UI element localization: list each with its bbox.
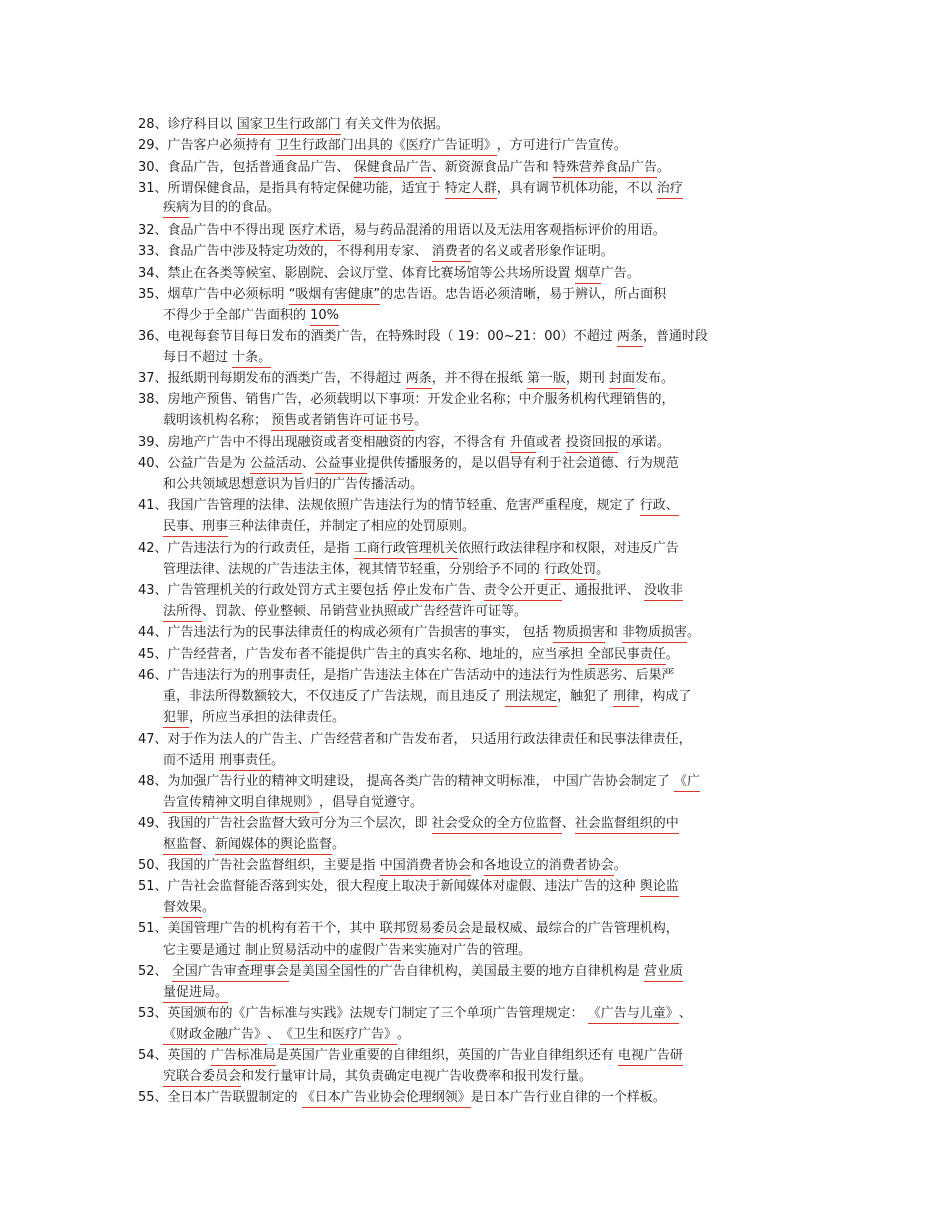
- question-text: 。: [665, 647, 679, 662]
- answer-blank: 告宣传精神文明自律规则》: [163, 795, 319, 813]
- question-text: 52、: [138, 964, 172, 979]
- answer-blank: 各地设立的消费者协会: [484, 858, 614, 876]
- text-line-l7: [138, 243, 614, 262]
- answer-blank: 10%: [310, 308, 339, 326]
- question-text: 和公共领域思想意识为旨归的广告传播活动。: [163, 477, 424, 492]
- answer-blank: 烟草: [575, 266, 601, 284]
- question-text: 36、电视每套节目每日发布的酒类广告，在特殊时段（ 19：00~21：00）不超过: [138, 329, 617, 344]
- question-text: ，普通时段: [642, 329, 708, 344]
- text-line-l21: [138, 540, 679, 559]
- question-text: 55、全日本广告联盟制定的: [138, 1090, 302, 1105]
- answer-blank: 刑法规定: [505, 689, 557, 707]
- answer-blank: 社会受众的全方位监督: [432, 816, 562, 834]
- question-text: 的名义或者形象作证明。: [470, 244, 614, 259]
- text-line-l29: [163, 709, 345, 728]
- text-line-l32: [138, 773, 700, 792]
- question-text: 28、诊疗科目以: [138, 117, 237, 132]
- question-text: 管理法律、法规的广告违法主体，视其情节轻重，分别给予不同的: [163, 562, 545, 577]
- question-text: 40、公益广告是为: [138, 456, 250, 471]
- question-text: ，易与药品混淆的用语以及无法用客观指标评价的用语。: [340, 223, 666, 238]
- question-text: 、: [202, 837, 216, 852]
- question-text: 是美国全国性的广告自律机构，美国最主要的地方自律机构是: [288, 964, 644, 979]
- text-line-l3: [138, 159, 670, 178]
- answer-blank: 治疗: [657, 181, 683, 199]
- question-text: 47、对于作为法人的广告主、广告经营者和广告发布者， 只适用行政法律责任和民事法律责任，: [138, 732, 692, 747]
- answer-blank: 保健食品广告: [354, 160, 432, 178]
- answer-blank: 量促进局。: [163, 985, 228, 1003]
- answer-blank: 升值: [510, 435, 536, 453]
- question-text: 依照行政法律程序和权限，对违反广告: [457, 541, 679, 556]
- answer-blank: 民事、刑事: [163, 519, 228, 537]
- text-line-l28: [163, 688, 691, 707]
- question-text: 35、烟草广告中必须标明: [138, 287, 289, 302]
- answer-blank: 法所得: [163, 604, 202, 622]
- question-text: 44、广告违法行为的民事法律责任的构成必须有广告损害的事实， 包括: [138, 625, 553, 640]
- question-text: 而不适用: [163, 753, 220, 768]
- answer-blank: 国家卫生行政部门: [237, 117, 341, 135]
- question-text: 。: [202, 900, 216, 915]
- answer-blank: 停止发布广告: [393, 583, 471, 601]
- answer-blank: 封面: [609, 371, 635, 389]
- text-line-l22: [163, 561, 609, 580]
- question-text: 33、食品广告中涉及特定功效的，不得利用专家、: [138, 244, 432, 259]
- question-text: 广告。: [600, 266, 640, 281]
- text-line-l39: [138, 920, 679, 939]
- question-text: 50、我国的广告社会监督组织，主要是指: [138, 858, 380, 873]
- question-text: 的承诺。: [617, 435, 670, 450]
- answer-blank: 督效果: [163, 900, 202, 918]
- question-text: 和: [604, 625, 622, 640]
- question-text: 、罚款、停业整顿、吊销营业执照或广告经营许可证等。: [202, 604, 528, 619]
- question-text: 46、广告违法行为的刑事责任，是指广告违法主体在广告活动中的违法行为性质恶劣、后果严: [138, 668, 675, 683]
- question-text: 51、美国管理广告的机构有若干个，其中: [138, 921, 380, 936]
- question-text: 的忠告语。忠告语必须清晰，易于辨认，所占面积: [380, 287, 667, 302]
- answer-blank: 刑事责任: [219, 753, 271, 771]
- text-line-l31: [163, 752, 284, 771]
- text-line-l16: [138, 434, 670, 453]
- text-line-l34: [138, 815, 679, 834]
- answer-blank: 两条: [406, 371, 432, 389]
- question-text: 31、所谓保健食品，是指具有特定保健功能，适宜于: [138, 181, 445, 196]
- question-text: 53、英国颁布的《广告标准与实践》法规专门制定了三个单项广告管理规定：: [138, 1006, 588, 1021]
- question-text: 。: [271, 753, 285, 768]
- question-text: 重，非法所得数额较大，不仅违反了广告法规，而且违反了: [163, 689, 506, 704]
- question-text: 是日本广告行业自律的一个样板。: [470, 1090, 666, 1105]
- question-text: 、新资源食品广告和: [431, 160, 553, 175]
- answer-blank: 《广告与儿童》: [588, 1006, 679, 1024]
- text-line-l24: [163, 603, 527, 622]
- text-line-l42: [163, 984, 228, 1003]
- answer-blank: 责令公开更正: [484, 583, 562, 601]
- answer-blank: “吸烟有害健康”: [289, 287, 380, 305]
- text-line-l36: [138, 857, 627, 876]
- answer-blank: 没收非: [644, 583, 683, 601]
- answer-blank: 行政处罚: [544, 562, 596, 580]
- text-line-l44: [163, 1026, 410, 1045]
- answer-blank: 消费者: [432, 244, 471, 262]
- text-line-l13: [138, 370, 674, 389]
- answer-blank: 刑律: [613, 689, 639, 707]
- answer-blank: 《广: [674, 774, 700, 792]
- question-text: 37、报纸期刊每期发布的酒类广告，不得超过: [138, 371, 406, 386]
- question-text: 有关文件为依据。: [340, 117, 449, 132]
- question-text: 、: [678, 1006, 692, 1021]
- question-text: 载明该机构名称；: [163, 413, 272, 428]
- text-line-l25: [138, 624, 700, 643]
- answer-blank: 卫生行政部门出具的《医疗广告证明》: [276, 138, 497, 156]
- answer-blank: 《卫生和医疗广告》: [280, 1027, 397, 1045]
- answer-blank: 新闻媒体的舆论监督: [215, 837, 332, 855]
- text-line-l5: [163, 199, 280, 218]
- question-text: ，具有调节机体功能，不以: [496, 181, 657, 196]
- answer-blank: 物质损害: [553, 625, 605, 643]
- question-text: 提供传播服务的，是以倡导有利于社会道德、行为规范: [366, 456, 679, 471]
- answer-blank: 医疗术语: [289, 223, 341, 241]
- text-line-l4: [138, 180, 683, 199]
- text-line-l1: [138, 116, 449, 135]
- answer-blank: 中国消费者协会: [380, 858, 471, 876]
- text-line-l18: [163, 476, 423, 494]
- text-line-l17: [138, 455, 679, 474]
- answer-blank: 公益活动: [250, 456, 302, 474]
- text-line-l14: [138, 391, 675, 409]
- question-text: 29、广告客户必须持有: [138, 138, 276, 153]
- answer-blank: 制止贸易活动中的虚假广告: [245, 943, 401, 961]
- question-text: ，并不得在报纸: [431, 371, 527, 386]
- question-text: 41、我国广告管理的法律、法规依照广告违法行为的情节轻重、危害严重程度，规定了: [138, 498, 640, 513]
- text-line-l43: [138, 1005, 692, 1024]
- question-text: ，期刊: [565, 371, 609, 386]
- question-text: 是最权威、最综合的广告管理机构，: [470, 921, 679, 936]
- question-text: 、通报批评、: [561, 583, 644, 598]
- answer-blank: 营业质: [644, 964, 683, 982]
- text-line-l45: [138, 1047, 683, 1066]
- answer-blank: 舆论监: [640, 879, 679, 897]
- text-line-l41: [138, 963, 683, 982]
- question-text: 和发行量审计局，其负责确定电视广告收费率和报刊发行量。: [241, 1069, 593, 1084]
- text-line-l19: [138, 497, 679, 516]
- question-text: 。: [414, 413, 428, 428]
- text-line-l37: [138, 878, 679, 897]
- question-text: 、: [470, 583, 484, 598]
- question-text: ，所应当承担的法律责任。: [189, 710, 346, 725]
- question-text: 38、房地产预售、销售广告，必须载明以下事项：开发企业名称；中介服务机构代理销售的，: [138, 392, 675, 407]
- answer-blank: 投资回报: [566, 435, 618, 453]
- text-line-l33: [163, 794, 423, 813]
- question-text: 。: [686, 625, 700, 640]
- question-text: 54、英国的: [138, 1048, 211, 1063]
- question-text: 和: [470, 858, 484, 873]
- question-text: ，倡导自觉遵守。: [319, 795, 424, 810]
- question-text: ，方可进行广告宣传。: [496, 138, 627, 153]
- question-text: 它主要是通过: [163, 943, 246, 958]
- question-text: 43、广告管理机关的行政处罚方式主要包括: [138, 583, 393, 598]
- question-text: ，构成了: [639, 689, 692, 704]
- question-text: 、: [267, 1027, 281, 1042]
- question-text: 是英国广告业重要的自律组织，英国的广告业自律组织还有: [275, 1048, 618, 1063]
- question-text: 、: [561, 816, 575, 831]
- answer-blank: 非物质损害: [622, 625, 687, 643]
- text-line-l20: [163, 518, 475, 537]
- question-text: 。: [596, 562, 610, 577]
- answer-blank: 疾病: [163, 200, 189, 218]
- question-text: 51、广告社会监督能否落到实处，很大程度上取决于新闻媒体对虚假、违法广告的这种: [138, 879, 640, 894]
- question-text: 。: [613, 858, 627, 873]
- question-text: 、: [301, 456, 315, 471]
- text-line-l15: [163, 412, 427, 431]
- question-text: 来实施对广告的管理。: [401, 943, 532, 958]
- text-line-l27: [138, 667, 675, 685]
- answer-blank: 全部民事责任: [588, 647, 666, 665]
- text-line-l9: [138, 286, 666, 305]
- answer-blank: 《财政金融广告》: [163, 1027, 267, 1045]
- text-line-l8: [138, 265, 640, 284]
- answer-blank: 究联合委员会: [163, 1069, 241, 1087]
- answer-blank: 两条: [617, 329, 643, 347]
- question-text: ，触犯了: [557, 689, 614, 704]
- question-text: 32、食品广告中不得出现: [138, 223, 289, 238]
- answer-blank: 公益事业: [315, 456, 367, 474]
- answer-blank: 广告标准局: [211, 1048, 276, 1066]
- text-line-l47: [138, 1089, 666, 1108]
- question-text: 。: [332, 837, 346, 852]
- text-line-l38: [163, 899, 215, 918]
- text-line-l11: [138, 328, 708, 347]
- question-text: 发布。: [635, 371, 675, 386]
- question-text: 30、食品广告，包括普通食品广告、: [138, 160, 354, 175]
- answer-blank: 电视广告研: [618, 1048, 683, 1066]
- text-line-l10: [163, 307, 339, 326]
- answer-blank: 第一版: [527, 371, 566, 389]
- answer-blank: 全国广告审查理事会: [172, 964, 289, 982]
- question-text: 。: [397, 1027, 411, 1042]
- answer-blank: 特殊营养食品广告: [553, 160, 657, 178]
- text-line-l2: [138, 137, 627, 156]
- answer-blank: 社会监督组织的中: [575, 816, 679, 834]
- text-line-l46: [163, 1068, 592, 1087]
- question-text: 49、我国的广告社会监督大致可分为三个层次，即: [138, 816, 432, 831]
- answer-blank: 预售或者销售许可证书号: [271, 413, 414, 431]
- text-line-l23: [138, 582, 683, 601]
- question-text: 三种法律责任，并制定了相应的处罚原则。: [228, 519, 476, 534]
- question-text: 不得少于全部广告面积的: [163, 308, 311, 323]
- answer-blank: 十条。: [232, 350, 271, 368]
- question-text: 42、广告违法行为的行政责任，是指: [138, 541, 354, 556]
- text-line-l12: [163, 349, 271, 368]
- question-text: 或者: [535, 435, 566, 450]
- text-line-l40: [163, 942, 531, 961]
- text-line-l26: [138, 646, 679, 665]
- question-text: 。: [656, 160, 670, 175]
- answer-blank: 特定人群: [445, 181, 497, 199]
- answer-blank: 《日本广告业协会伦理纲领》: [302, 1090, 471, 1108]
- text-line-l35: [163, 836, 345, 855]
- question-text: 39、房地产广告中不得出现融资或者变相融资的内容，不得含有: [138, 435, 510, 450]
- question-text: 48、为加强广告行业的精神文明建设， 提高各类广告的精神文明标准， 中国广告协会制定了: [138, 774, 674, 789]
- answer-blank: 工商行政管理机关: [354, 541, 458, 559]
- answer-blank: 行政、: [640, 498, 679, 516]
- question-text: 为目的的食品。: [189, 200, 281, 215]
- text-line-l30: [138, 731, 692, 749]
- question-text: 34、禁止在各类等候室、影剧院、会议厅堂、体育比赛场馆等公共场所设置: [138, 266, 575, 281]
- question-text: 45、广告经营者，广告发布者不能提供广告主的真实名称、地址的，应当承担: [138, 647, 588, 662]
- answer-blank: 枢监督: [163, 837, 202, 855]
- answer-blank: 联邦贸易委员会: [380, 921, 471, 939]
- question-text: 每日不超过: [163, 350, 233, 365]
- text-line-l6: [138, 222, 666, 241]
- answer-blank: 犯罪: [163, 710, 189, 728]
